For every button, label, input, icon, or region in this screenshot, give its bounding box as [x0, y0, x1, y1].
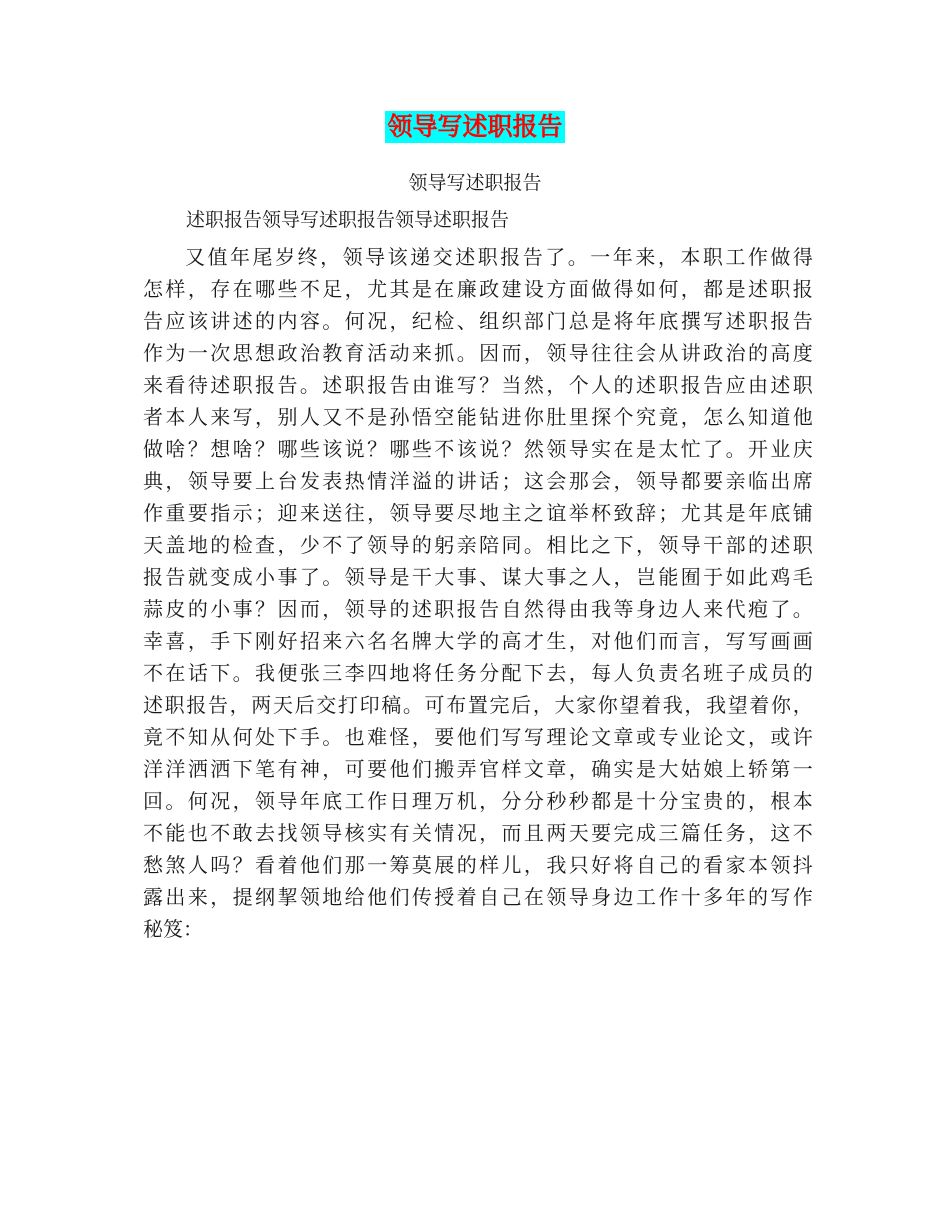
document-subtitle: 领导写述职报告: [408, 172, 542, 194]
document-title: 领导写述职报告: [387, 112, 563, 141]
body-line: 不 能 也 不 敢 去 找 领 导 核 实 有 关 情 况 ， 而 且 两 天 要 完 成 三 篇 任 务 ， 这 不: [143, 821, 813, 845]
body-line: 怎 样 ， 存 在 哪 些 不 足 ， 尤 其 是 在 廉 政 建 设 方 面 做 得 如 何 ， 都 是 述 职 报: [143, 277, 813, 301]
body-line: 秘 笈 ：: [143, 917, 203, 941]
body-line: 洋 洋 洒 洒 下 笔 有 神 ， 可 要 他 们 搬 弄 官 样 文 章 ， 确 实 是 大 姑 娘 上 轿 第 一: [143, 757, 813, 781]
body-line: 者 本 人 来 写 ， 别 人 又 不 是 孙 悟 空 能 钻 进 你 肚 里 探 个 究 竟 ， 怎 么 知 道 他: [143, 405, 813, 429]
body-line: 报 告 就 变 成 小 事 了 。 领 导 是 干 大 事 、 谋 大 事 之 人 ， 岂 能 囿 于 如 此 鸡 毛: [143, 565, 813, 589]
body-line: 作 为 一 次 思 想 政 治 教 育 活 动 来 抓 。 因 而 ， 领 导 往 往 会 从 讲 政 治 的 高 度: [143, 341, 813, 365]
body-line: 回 。 何 况 ， 领 导 年 底 工 作 日 理 万 机 ， 分 分 秒 秒 都 是 十 分 宝 贵 的 ， 根 本: [143, 789, 813, 813]
body-line: 述 职 报 告 ， 两 天 后 交 打 印 稿 。 可 布 置 完 后 ， 大 家 你 望 着 我 ， 我 望 着 你 ，: [143, 693, 813, 717]
body-line: 告 应 该 讲 述 的 内 容 。 何 况 ， 纪 检 、 组 织 部 门 总 是 将 年 底 撰 写 述 职 报 告: [143, 309, 813, 333]
body-line: 作 重 要 指 示 ； 迎 来 送 往 ， 领 导 要 尽 地 主 之 谊 举 杯 致 辞 ； 尤 其 是 年 底 铺: [143, 501, 813, 525]
body-line: 幸 喜 ， 手 下 刚 好 招 来 六 名 名 牌 大 学 的 高 才 生 ， 对 他 们 而 言 ， 写 写 画 画: [143, 629, 813, 653]
body-line: 蒜 皮 的 小 事 ？ 因 而 ， 领 导 的 述 职 报 告 自 然 得 由 我 等 身 边 人 来 代 疱 了 。: [143, 597, 813, 621]
title-container: [0, 111, 950, 143]
body-line: 典 ， 领 导 要 上 台 发 表 热 情 洋 溢 的 讲 话 ； 这 会 那 会 ， 领 导 都 要 亲 临 出 席: [143, 469, 813, 493]
body-line: 愁 煞 人 吗 ？ 看 着 他 们 那 一 筹 莫 展 的 样 儿 ， 我 只 好 将 自 己 的 看 家 本 领 抖: [143, 853, 813, 877]
body-line: 来 看 待 述 职 报 告 。 述 职 报 告 由 谁 写 ？ 当 然 ， 个 人 的 述 职 报 告 应 由 述 职: [143, 373, 813, 397]
document-body: [143, 241, 813, 945]
body-line: 竟 不 知 从 何 处 下 手 。 也 难 怪 ， 要 他 们 写 写 理 论 文 章 或 专 业 论 文 ， 或 许: [143, 725, 813, 749]
body-line: 又 值 年 尾 岁 终 ， 领 导 该 递 交 述 职 报 告 了 。 一 年 来 ， 本 职 工 作 做 得: [185, 245, 813, 269]
document-keywords: 述职报告领导写述职报告领导述职报告: [186, 209, 510, 231]
body-line: 做 啥 ？ 想 啥 ？ 哪 些 该 说 ？ 哪 些 不 该 说 ？ 然 领 导 实 在 是 太 忙 了 。 开 业 庆: [143, 437, 813, 461]
body-line: 露 出 来 ， 提 纲 挈 领 地 给 他 们 传 授 着 自 己 在 领 导 身 边 工 作 十 多 年 的 写 作: [143, 885, 813, 909]
body-line: 不 在 话 下 。 我 便 张 三 李 四 地 将 任 务 分 配 下 去 ， 每 人 负 责 名 班 子 成 员 的: [143, 661, 813, 685]
body-line: 天 盖 地 的 检 查 ， 少 不 了 领 导 的 躬 亲 陪 同 。 相 比 之 下 ， 领 导 干 部 的 述 职: [143, 533, 813, 557]
